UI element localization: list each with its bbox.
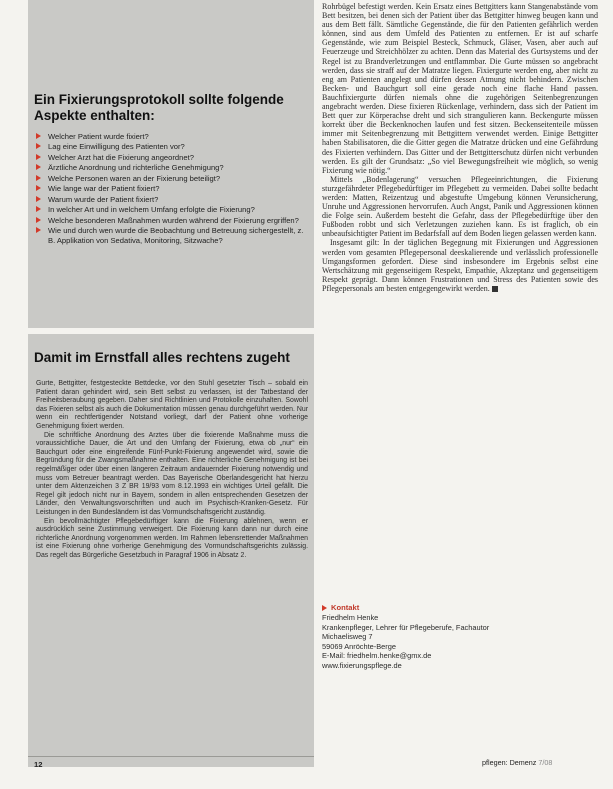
author-role: Krankenpfleger, Lehrer für Pflegeberufe, Fachautor	[322, 622, 490, 632]
triangle-bullet-icon	[36, 164, 41, 170]
triangle-bullet-icon	[36, 143, 41, 149]
triangle-bullet-icon	[36, 154, 41, 160]
checklist-item: Warum wurde der Patient fixiert?	[36, 195, 308, 204]
author-street: Michaelisweg 7	[322, 632, 373, 642]
checklist-item: Welcher Patient wurde fixiert?	[36, 132, 308, 141]
legal-info-title: Damit im Ernstfall alles rechtens zugeht	[34, 350, 290, 365]
checklist-item: Lag eine Einwilligung des Patienten vor?	[36, 142, 308, 151]
legal-paragraph: Die schriftliche Anordnung des Arztes über die fixierende Maßnahme muss die voraussichtliche Dauer, die Art und den Umfang der Fixierung, etwa ob „nur“ ein Bauchgurt oder eine eingreifende Fünf-Punkt-Fixierung angewendet wird, sowie die Begründung für die Zwangsmaßnahme enthalten. Eine richterliche Genehmigung ist bei regelmäßiger oder über einen längeren Zeitraum andauernder Fixierung notwendig und muss vom Betreuer beantragt werden. Das Bayerische Oberlandesgericht hat hierzu unter dem Aktenzeichen 3 Z BR 19/93 vom 8.12.1993 ein wichtiges Urteil gefällt. Die Regel gilt jedoch nicht nur in Bayern, sondern in allen entsprechenden Gesetzen der Länder, den Verwaltungsvorschriften und auch im Psychisch-Kranken-Gesetz. Für Leistungen in den Bundesländern ist das Vormundschaftsgericht zuständig.	[36, 431, 308, 516]
author-city: 59069 Anröchte-Berge	[322, 641, 396, 651]
checklist-item: Ärztliche Anordnung und richterliche Genehmigung?	[36, 163, 308, 172]
triangle-bullet-icon	[36, 185, 41, 191]
triangle-bullet-icon	[36, 217, 41, 223]
triangle-bullet-icon	[36, 206, 41, 212]
author-name: Friedhelm Henke	[322, 613, 379, 622]
article-paragraph: Rohrbügel befestigt werden. Kein Ersatz eines Bettgitters kann Stangenabstände vom Bett besitzen, bei denen sich der Patient über das Bettgitter hinweg beugen kann und aus dem Bett fällt. Sämtliche Gegenstände, die für den Patienten gefährlich werden können, sind aus dem Umfeld des Patienten zu entfernen. Er ist auf scharfe Gegenstände, wie zum Beispiel Besteck, Schmuck, Gläser, Vasen, aber auch auf Feuerzeuge und Streichhölzer zu achten. Denn das Material des Gurtsystems und der Regel ist zu Brandverletzungen und entflammbar. Die Gurte müssen so angebracht werden, dass sie straff auf der Matratze liegen. Fixiergurte werden eng, aber nicht zu eng am Patienten angelegt und dürfen dessen Atmung nicht behindern. Zwischen Becken- und Bauchgurt soll eine gerade noch eine flache Hand passen. Bauchfixiergurte dürfen niemals ohne die zugehörigen Seitenbegrenzungen angebracht werden. Diese fixieren Rückenlage, verhindern, dass sich der Patient im Bett quer zur Körperachse dreht und sich strangulieren kann. Beckengurte müssen korrekt über die Beckenknochen laufen und fest sitzen. Beckenseitenteile müssen immer mit Seitenbegrenzung mit Bettgittern verwendet werden. Einige Bettgitter haben Stabilisatoren, die die Gitter gegen die Matratze drücken und eine Gefährdung des Fixierten verhindern. Das Gitter und der Bettgitterschutz dürfen nicht verbunden werden. Es gilt der Grundsatz: „So viel Bewegungsfreiheit wie möglich, so wenig Fixierung wie nötig.“	[322, 2, 598, 175]
article-body	[322, 2, 598, 293]
footer-rule	[28, 756, 314, 757]
author-email[interactable]: E-Mail: friedhelm.henke@gmx.de	[322, 651, 432, 661]
triangle-bullet-icon	[36, 133, 41, 139]
triangle-bullet-icon	[36, 227, 41, 233]
triangle-bullet-icon	[322, 605, 327, 611]
triangle-bullet-icon	[36, 175, 41, 181]
author-website[interactable]: www.fixierungspflege.de	[322, 660, 402, 670]
page-number: 12	[34, 760, 43, 769]
checklist-item: Wie und durch wen wurde die Beobachtung und Betreuung sichergestellt, z. B. Applikation von Sedativa, Monitoring, Sitzwache?	[36, 226, 308, 245]
contact-heading: Kontakt	[322, 603, 359, 612]
legal-paragraph: Ein bevollmächtigter Pflegebedürftiger kann die Fixierung ablehnen, wenn er ausdrücklich seine Zustimmung verweigert. Die Fixierung kann dann nur durch eine richterliche Anordnung vorgenommen werden. Im Rahmen lebensrettender Maßnahmen ist eine Fixierung ohne vorherige Genehmigung des Vormundschaftsgerichts zulässig. Das regelt das Bürgerliche Gesetzbuch in Paragraf 1906 in Absatz 2.	[36, 517, 308, 559]
author-contact	[322, 613, 598, 671]
checklist	[36, 132, 308, 246]
article-paragraph: Insgesamt gilt: In der täglichen Begegnung mit Fixierungen und Aggressionen werden vom gesamten Pflegepersonal deeskalierende und verlässlich professionelle Umgangsformen gefordert. Diese sind insbesondere im Ergebnis selbst eine Wertschätzung mit gegenseitigem Respekt, Empathie, Akzeptanz und gegenseitigem Respekt geprägt. Dann können Frustrationen und Stress des Patienten sowie des Pflegepersonals am besten entgegengewirkt werden.	[322, 238, 598, 293]
triangle-bullet-icon	[36, 196, 41, 202]
checklist-item: Welche besonderen Maßnahmen wurden während der Fixierung ergriffen?	[36, 216, 308, 225]
checklist-item: Welche Personen waren an der Fixierung beteiligt?	[36, 174, 308, 183]
article-paragraph: Mittels „Bodenlagerung“ versuchen Pflegeeinrichtungen, die Fixierung sturzgefährdeter Pflegebedürftiger im Pflegebett zu vermeiden. Dabei sollte bedacht werden: Matten, Reizentzug und abgestufte Umgebung können Verunsicherung, Unruhe und Aggressionen hervorrufen. Auch Angst, Panik und Aggressionen können die Folge sein. Außerdem besteht die Gefahr, dass der Pflegebedürftige über den Fußboden robbt und sich Verletzungen zuziehen kann. Es ist fraglich, ob ein unbeaufsichtigter Patient im Bedarfsfall auf dem Boden liegen gelassen werden kann.	[322, 174, 598, 239]
checklist-item: Wie lange war der Patient fixiert?	[36, 184, 308, 193]
checklist-title: Ein Fixierungsprotokoll sollte folgende Aspekte enthalten:	[34, 92, 284, 123]
journal-footer: pflegen: Demenz 7/08	[482, 758, 553, 767]
legal-paragraph: Gurte, Bettgitter, festgesteckte Bettdecke, vor den Stuhl gesetzter Tisch – sobald ein Patient daran gehindert wird, sein Bett selbst zu verlassen, ist der Tatbestand der Freiheitsberaubung gegeben. Daher sind Richtlinien und Protokolle einzuhalten. Sowohl das Fixieren selbst als auch die Dokumentation müssen genau durchgeführt werden. Nur wenn ein rechtfertigender Notstand vorliegt, darf der Patient ohne vorherige Genehmigung fixiert werden.	[36, 380, 308, 430]
checklist-item: In welcher Art und in welchem Umfang erfolgte die Fixierung?	[36, 205, 308, 214]
checklist-item: Welcher Arzt hat die Fixierung angeordnet?	[36, 153, 308, 162]
end-mark-icon	[492, 286, 498, 292]
legal-info-body	[36, 380, 308, 560]
